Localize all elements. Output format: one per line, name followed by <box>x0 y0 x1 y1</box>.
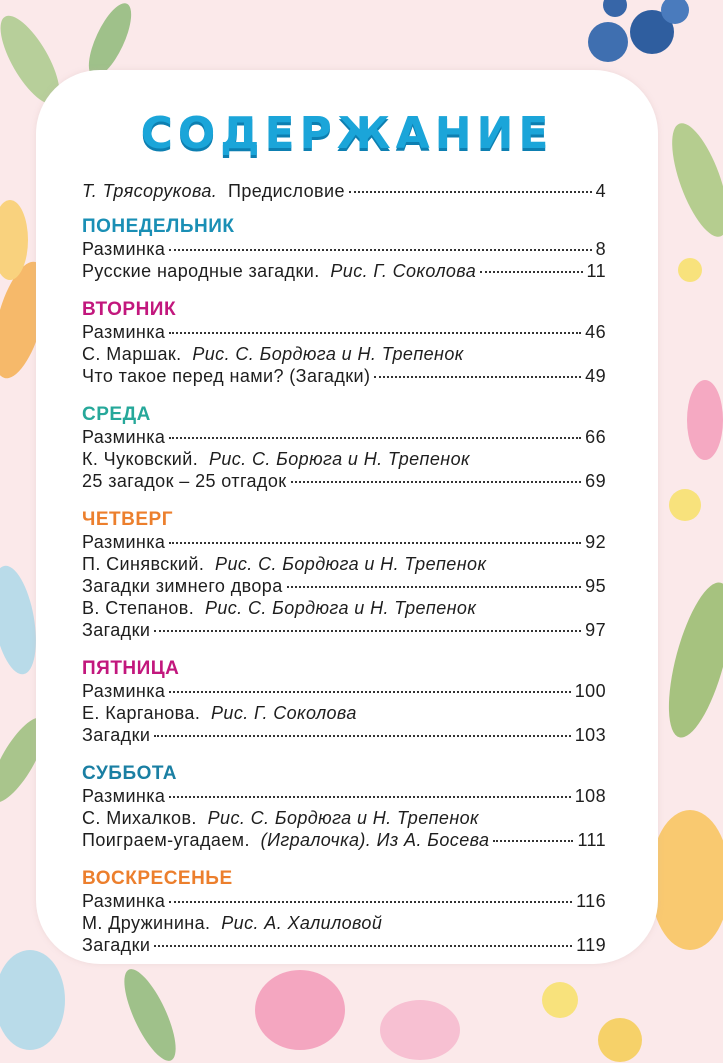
entry-title: Загадки <box>82 725 151 745</box>
page-number: 95 <box>585 576 606 596</box>
page-number: 100 <box>574 681 606 701</box>
dot-leader <box>154 630 581 632</box>
illustrator-credit: Рис. А. Халиловой <box>221 913 383 933</box>
entry-title: Загадки зимнего двора <box>82 576 283 596</box>
flower-shape <box>598 1018 642 1062</box>
entry-title: Е. Карганова. <box>82 703 201 723</box>
page-title: СОДЕРЖАНИЕ <box>140 108 554 159</box>
toc-entry[interactable] <box>82 785 606 807</box>
dot-leader <box>287 586 582 588</box>
toc-section <box>82 299 606 387</box>
toc-entry[interactable] <box>82 890 606 912</box>
leaf-shape <box>114 963 185 1063</box>
page-number: 4 <box>595 181 606 201</box>
illustrator-credit: Рис. Г. Соколова <box>211 703 357 723</box>
dot-leader <box>169 796 570 798</box>
toc-entry[interactable] <box>82 829 606 851</box>
dot-leader <box>349 191 592 193</box>
dot-leader <box>169 542 581 544</box>
toc-entry <box>82 553 606 575</box>
entry-title: Разминка <box>82 786 166 806</box>
toc-entry <box>82 597 606 619</box>
toc-entry[interactable] <box>82 680 606 702</box>
dot-leader <box>169 332 581 334</box>
toc-entry[interactable] <box>82 934 606 956</box>
entry-title: Что такое перед нами? (Загадки) <box>82 366 371 386</box>
flower-shape <box>678 258 702 282</box>
toc-entry <box>82 448 606 470</box>
preface-author: Т. Трясорукова. <box>82 181 218 201</box>
page-number: 97 <box>585 620 606 640</box>
dot-leader <box>154 735 570 737</box>
entry-title: С. Маршак. <box>82 344 182 364</box>
day-heading: ВТОРНИК <box>82 299 177 320</box>
day-heading: СРЕДА <box>82 404 151 425</box>
day-heading: СУББОТА <box>82 763 178 784</box>
page-number: 92 <box>585 532 606 552</box>
petal-shape <box>687 380 723 460</box>
dot-leader <box>480 271 582 273</box>
toc-entry <box>82 343 606 365</box>
toc-entry[interactable] <box>82 426 606 448</box>
entry-title: П. Синявский. <box>82 554 205 574</box>
dot-leader <box>493 840 573 842</box>
day-heading: ПЯТНИЦА <box>82 658 180 679</box>
flower-shape <box>542 982 578 1018</box>
toc-entry <box>82 912 606 934</box>
berry-shape <box>588 22 628 62</box>
toc-section <box>82 216 606 282</box>
dot-leader <box>169 901 572 903</box>
toc-entry[interactable] <box>82 575 606 597</box>
preface-title: Предисловие <box>227 181 345 201</box>
entry-title: М. Дружинина. <box>82 913 211 933</box>
petal-shape <box>255 970 345 1050</box>
table-of-contents <box>82 180 606 973</box>
toc-entry[interactable] <box>82 238 606 260</box>
entry-title: Русские народные загадки. <box>82 261 320 281</box>
illustrator-credit: Рис. С. Бордюга и Н. Трепенок <box>215 554 487 574</box>
day-heading: ЧЕТВЕРГ <box>82 509 173 530</box>
page-number: 66 <box>585 427 606 447</box>
toc-section <box>82 763 606 851</box>
page-number: 108 <box>574 786 606 806</box>
entry-title: Разминка <box>82 532 166 552</box>
toc-entry <box>82 702 606 724</box>
dot-leader <box>154 945 572 947</box>
entry-title: Разминка <box>82 239 166 259</box>
illustrator-credit: Рис. С. Борюга и Н. Трепенок <box>208 449 470 469</box>
page-number: 119 <box>576 935 606 955</box>
entry-title: Разминка <box>82 891 166 911</box>
entry-title: Загадки <box>82 935 151 955</box>
berry-shape <box>603 0 627 17</box>
page-number: 111 <box>577 830 606 850</box>
entry-title: В. Степанов. <box>82 598 195 618</box>
page-number: 49 <box>585 366 606 386</box>
toc-entry <box>82 807 606 829</box>
day-heading: ПОНЕДЕЛЬНИК <box>82 216 235 237</box>
entry-title: Поиграем-угадаем. <box>82 830 250 850</box>
page-number: 11 <box>586 261 606 281</box>
dot-leader <box>169 691 570 693</box>
illustrator-credit: Рис. Г. Соколова <box>330 261 477 281</box>
toc-entry[interactable] <box>82 531 606 553</box>
toc-entry[interactable] <box>82 321 606 343</box>
illustrator-credit: Рис. С. Бордюга и Н. Трепенок <box>192 344 464 364</box>
toc-entry[interactable] <box>82 470 606 492</box>
toc-entry[interactable] <box>82 724 606 746</box>
page-number: 116 <box>576 891 606 911</box>
petal-shape <box>0 950 65 1050</box>
entry-title: Разминка <box>82 322 166 342</box>
petal-shape <box>650 810 723 950</box>
petal-shape <box>380 1000 460 1060</box>
illustrator-credit: Рис. С. Бордюга и Н. Трепенок <box>204 598 477 618</box>
day-heading: ВОСКРЕСЕНЬЕ <box>82 868 233 889</box>
dot-leader <box>169 437 581 439</box>
toc-entry[interactable] <box>82 365 606 387</box>
dot-leader <box>374 376 581 378</box>
flower-shape <box>669 489 701 521</box>
page-number: 69 <box>585 471 606 491</box>
toc-section <box>82 868 606 956</box>
dot-leader <box>291 481 582 483</box>
page-number: 8 <box>595 239 606 259</box>
toc-entry[interactable] <box>82 619 606 641</box>
toc-section <box>82 658 606 746</box>
entry-title: Разминка <box>82 427 166 447</box>
illustrator-credit: (Игралочка). Из А. Босева <box>260 830 490 850</box>
toc-section <box>82 404 606 492</box>
entry-title: Разминка <box>82 681 166 701</box>
entry-title: К. Чуковский. <box>82 449 199 469</box>
illustrator-credit: Рис. С. Бордюга и Н. Трепенок <box>207 808 479 828</box>
toc-section <box>82 509 606 641</box>
toc-entry-preface[interactable] <box>82 180 606 202</box>
page-number: 46 <box>585 322 606 342</box>
leaf-shape <box>661 117 723 243</box>
dot-leader <box>169 249 591 251</box>
toc-entry[interactable] <box>82 260 606 282</box>
entry-title: С. Михалков. <box>82 808 197 828</box>
leaf-shape <box>656 577 723 744</box>
page-number: 103 <box>574 725 606 745</box>
entry-title: 25 загадок – 25 отгадок <box>82 471 287 491</box>
entry-title: Загадки <box>82 620 151 640</box>
